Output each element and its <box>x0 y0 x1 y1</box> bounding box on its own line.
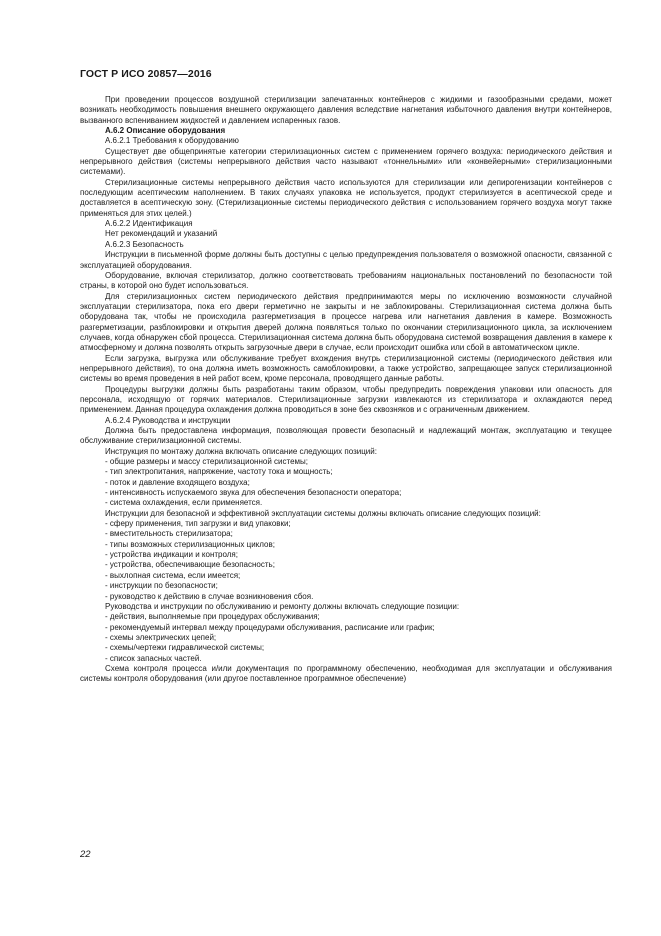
paragraph: Инструкция по монтажу должна включать описание следующих позиций: <box>105 446 377 456</box>
paragraph: - рекомендуемый интервал между процедурами обслуживания, расписание или график; <box>105 622 435 632</box>
paragraph: Процедуры выгрузки должны быть разработаны таким образом, чтобы предупредить повреждения упаковки или опасность для персонала, исходящую от горячих материалов. Стерилизационные загрузки извлекаются из стерилизатора и охлаждаются перед применением. Данная процедура охлаждения должна проводиться в зоне без сквозняков и с ограниченным движением. <box>80 384 612 415</box>
paragraph: Существует две общепринятые категории стерилизационных систем с применением горячего воздуха: периодического действия и непрерывного действия (системы непрерывного действия часто называют «тоннельными» или «конвейерными» стерилизационными системами). <box>80 146 612 177</box>
section-heading: А.6.2 Описание оборудования <box>105 126 226 136</box>
paragraph: А.6.2.3 Безопасность <box>105 239 184 249</box>
paragraph: А.6.2.1 Требования к оборудованию <box>105 136 239 146</box>
document-header: ГОСТ Р ИСО 20857—2016 <box>80 68 212 80</box>
paragraph: - система охлаждения, если применяется. <box>105 498 263 508</box>
paragraph: - вместительность стерилизатора; <box>105 529 233 539</box>
paragraph: Если загрузка, выгрузка или обслуживание требует вхождения внутрь стерилизационной системы (периодического действия или непрерывного действия), то она должна иметь возможность самоблокировки, а также устройство, запрещающее запуск стерилизационной системы во время проведения в ней работ всем, кроме персонала, проводящего данные работы. <box>80 353 612 384</box>
paragraph: - устройства, обеспечивающие безопасность; <box>105 560 275 570</box>
paragraph: - общие размеры и массу стерилизационной системы; <box>105 457 308 467</box>
paragraph: - схемы/чертежи гидравлической системы; <box>105 643 265 653</box>
paragraph: - сферу применения, тип загрузки и вид упаковки; <box>105 519 291 529</box>
paragraph: Инструкции в письменной форме должны быть доступны с целью предупреждения пользователя о возможной опасности, связанной с эксплуатацией оборудования. <box>80 250 612 270</box>
document-body <box>80 95 612 685</box>
paragraph: Нет рекомендаций и указаний <box>105 229 218 239</box>
paragraph: Оборудование, включая стерилизатор, должно соответствовать требованиям национальных постановлений по безопасности той страны, в которой оно будет использоваться. <box>80 270 612 291</box>
paragraph: - выхлопная система, если имеется; <box>105 570 241 580</box>
paragraph: - интенсивность испускаемого звука для обеспечения безопасности оператора; <box>105 488 402 498</box>
paragraph: Схема контроля процесса и/или документация по программному обеспечению, необходимая для эксплуатации и обслуживания системы контроля оборудования (или другое поставленное программное обеспечение) <box>80 663 612 684</box>
paragraph: - схемы электрических цепей; <box>105 632 217 642</box>
paragraph: Руководства и инструкции по обслуживанию и ремонту должны включать следующие позиции: <box>105 601 460 611</box>
paragraph: - устройства индикации и контроля; <box>105 550 238 560</box>
paragraph: Инструкции для безопасной и эффективной эксплуатации системы должны включать описание следующих позиций: <box>105 508 541 518</box>
paragraph: Для стерилизационных систем периодического действия предпринимаются меры по исключению возможности случайной эксплуатации стерилизатора, пока его двери герметично не закрыты и не заблокированы. Стерилизационная система должна быть оборудована так, чтобы не происходила разгерметизация в процессе нагрева или нагнетания давления в камере. Возможность разгерметизации, разблокировки и открытия дверей должна появляться только по окончании стерилизационного цикла, за исключением случаев, когда обнаружен сбой процесса. Стерилизационная система должна быть оборудована системой возвращения давления в камере к атмосферному и должна позволять открыть загрузочные двери в случае, если происходит ошибка или сбой в автоматическом цикле. <box>80 291 612 353</box>
paragraph: А.6.2.4 Руководства и инструкции <box>105 415 231 425</box>
paragraph: - поток и давление входящего воздуха; <box>105 477 250 487</box>
paragraph: - инструкции по безопасности; <box>105 581 218 591</box>
paragraph: - тип электропитания, напряжение, частоту тока и мощность; <box>105 467 333 477</box>
paragraph: - руководство к действию в случае возникновения сбоя. <box>105 591 314 601</box>
paragraph: Стерилизационные системы непрерывного действия часто используются для стерилизации или депирогенизации контейнеров с последующим асептическим наполнением. В таких случаях упаковка не используется, продукт стерилизуется в асептической среде и доставляется в асептическую зону. (Стерилизационные системы периодического действия с использованием горячего воздуха могут также применяться для этих целей.) <box>80 177 612 218</box>
paragraph: Должна быть предоставлена информация, позволяющая провести безопасный и надлежащий монтаж, эксплуатацию и текущее обслуживание стерилизационной системы. <box>80 426 612 446</box>
paragraph: При проведении процессов воздушной стерилизации запечатанных контейнеров с жидкими и газообразными средами, может возникать необходимость повышения внешнего окружающего давления вследствие нагнетания избыточного давления внутри контейнеров, вызванного вспениванием жидкостей и давлением испаренных газов. <box>80 95 612 125</box>
paragraph: А.6.2.2 Идентификация <box>105 219 193 229</box>
page-number: 22 <box>80 849 91 860</box>
paragraph: - типы возможных стерилизационных циклов; <box>105 539 275 549</box>
paragraph: - действия, выполняемые при процедурах обслуживания; <box>105 612 320 622</box>
paragraph: - список запасных частей. <box>105 653 202 663</box>
